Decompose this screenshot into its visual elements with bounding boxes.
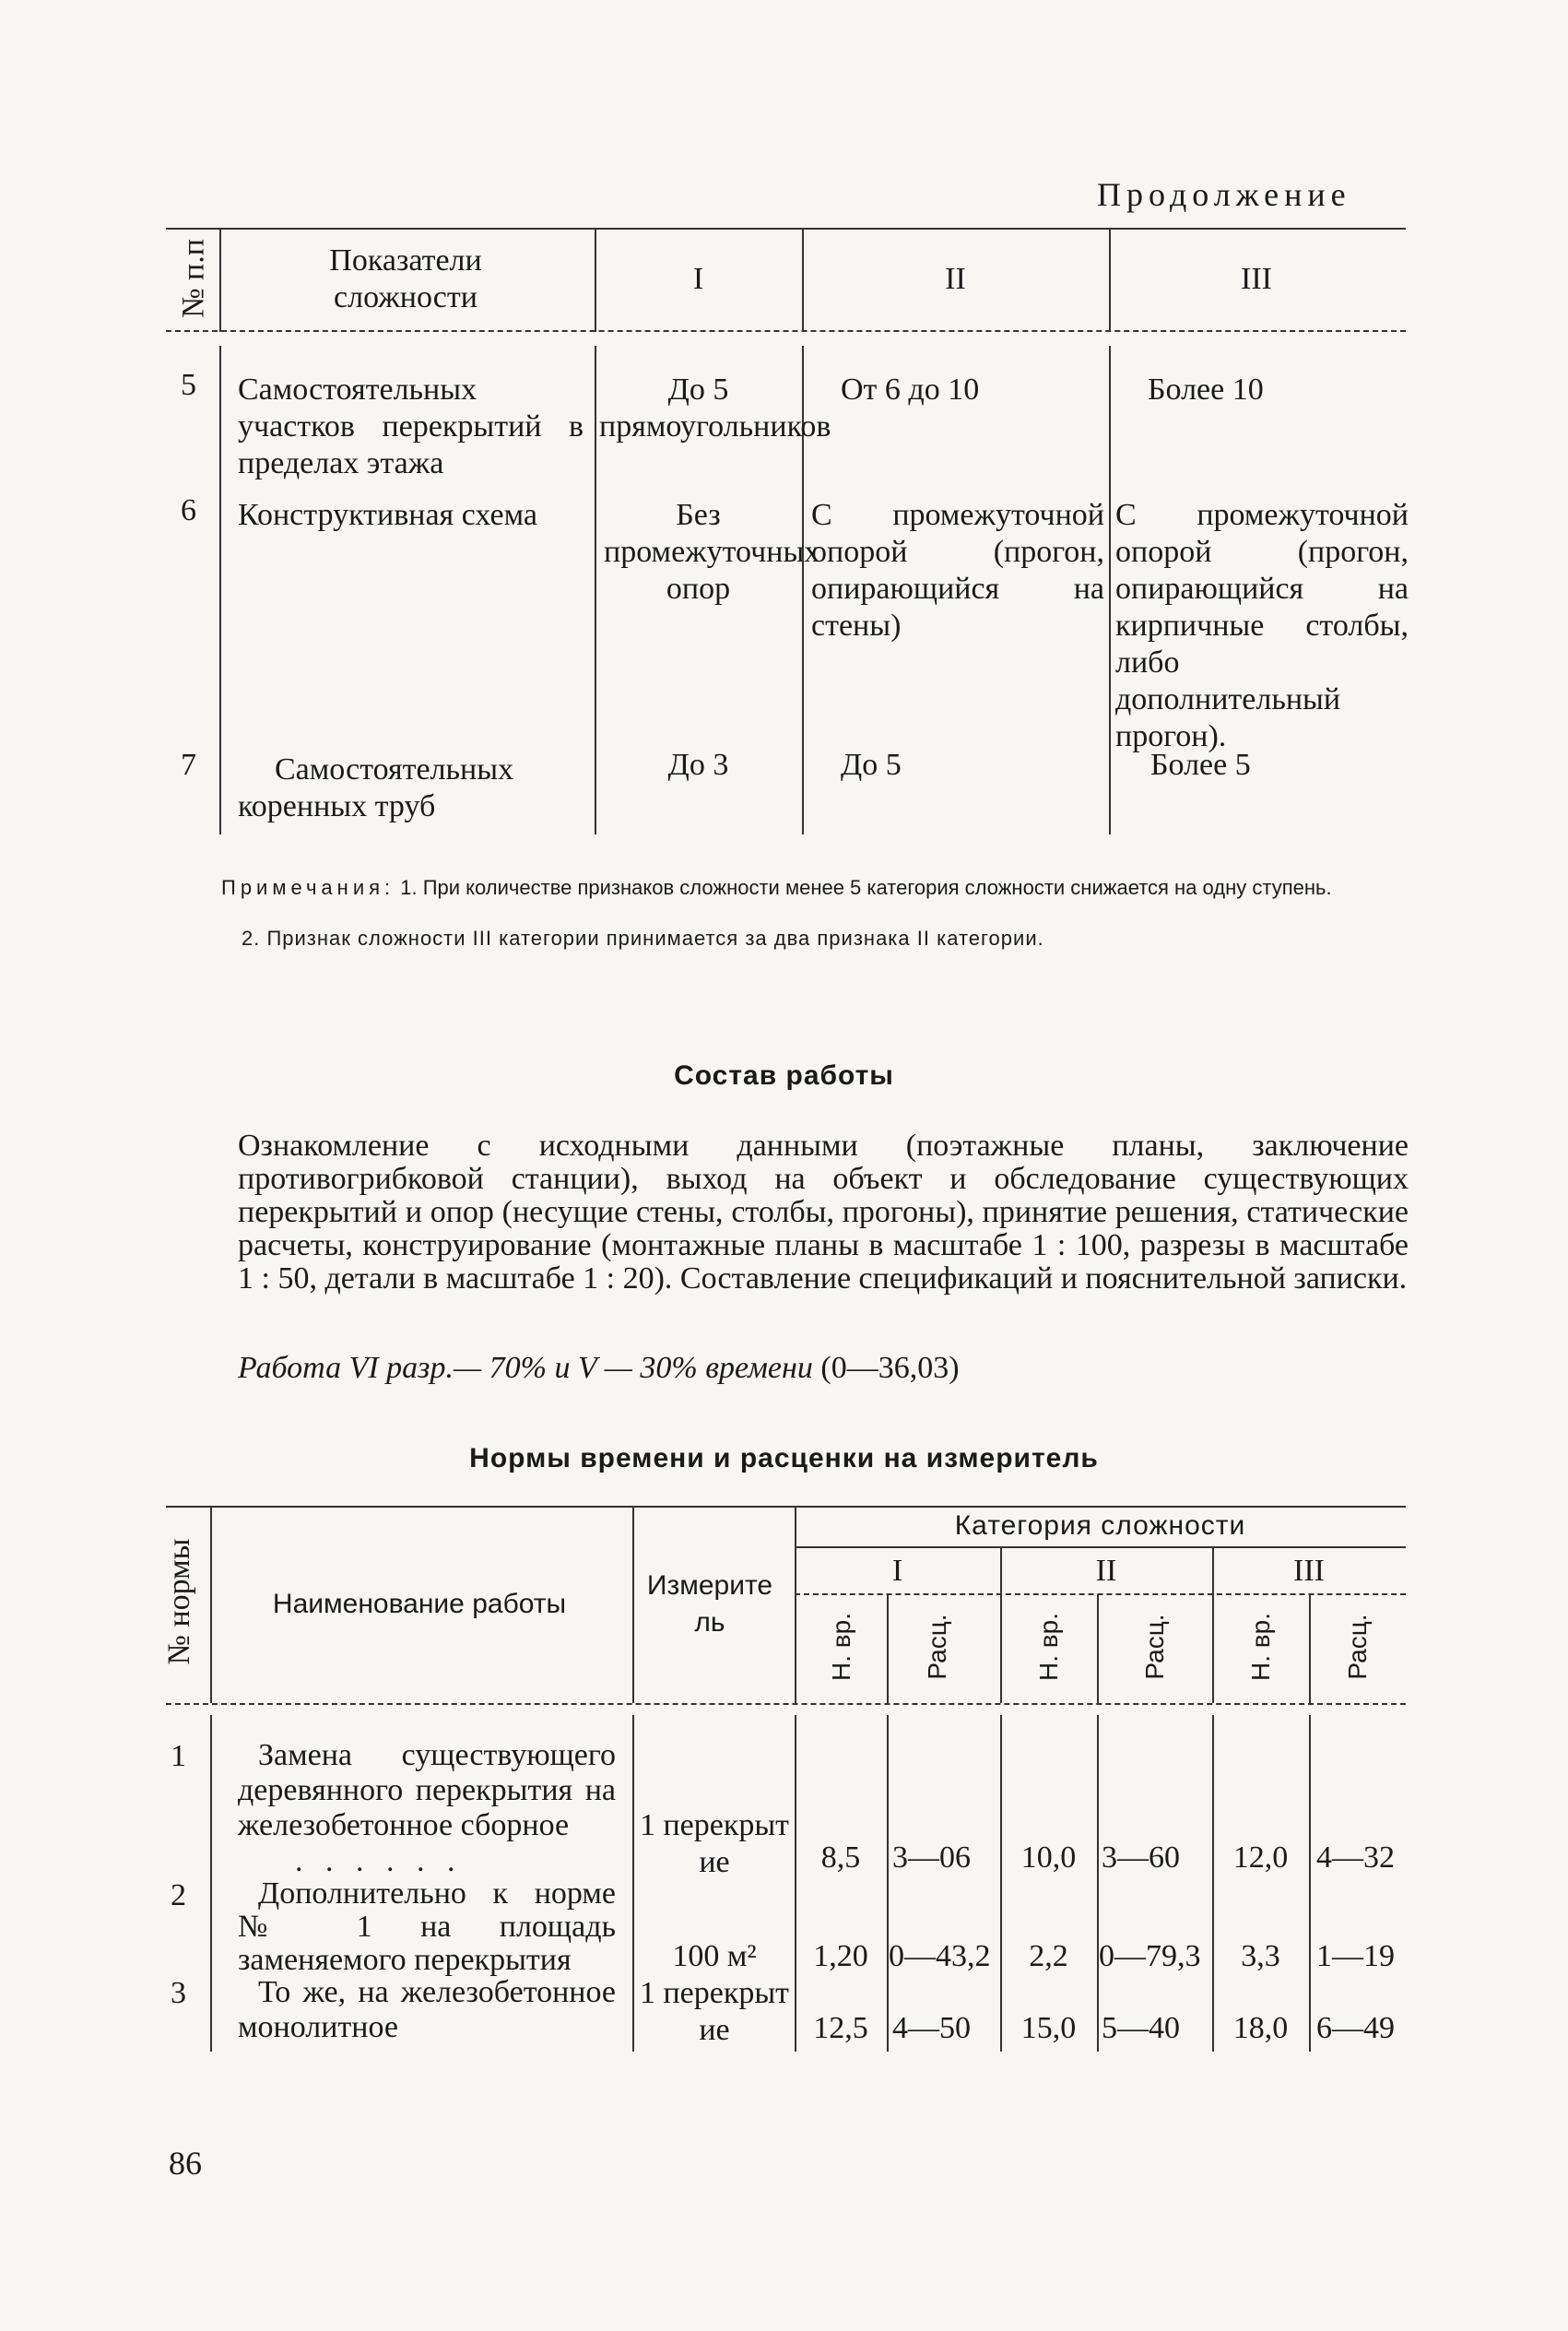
table2-header-num: № нормы <box>162 1538 196 1665</box>
table2-row-ii-rasc: 5—40 <box>1102 2011 1180 2045</box>
table2-header-cat-ii: II <box>1095 1554 1117 1588</box>
work-ratio-code: (0—36,03) <box>820 1351 960 1385</box>
table2-row-iii-rasc: 4—32 <box>1316 1840 1395 1875</box>
table2-row-name-leaders: . . . . . . <box>295 1844 463 1878</box>
table1-row-indicator: Самостоятельных участков перекрытий в пределах этажа <box>238 373 584 480</box>
table2-col-divider <box>210 1507 212 1703</box>
table2-row-num: 3 <box>171 1976 186 2010</box>
table2-row-ii-rasc: 3—60 <box>1102 1840 1180 1875</box>
body-paragraph: Ознакомление с исходными данными (поэтажные планы, заключение противогрибковой станции), выход на объект и обследование существующих перекрытий и опор (несущие стены, столбы, прогоны), принятие решения, статические расчеты, конструирование (монтажные планы в масштабе 1 : 100, разрезы в масштабе 1 : 50, детали в масштабе 1 : 20). Составление спецификаций и пояснительной записки. <box>238 1129 1409 1296</box>
table2-row-i-nvr: 8,5 <box>820 1840 861 1875</box>
table1-col-divider <box>219 346 221 834</box>
table2-col-divider <box>1309 1715 1311 2052</box>
table2-header-meter: Измеритель <box>646 1570 773 1638</box>
table2-header-category: Категория сложности <box>954 1510 1246 1541</box>
table2-row-ii-nvr: 2,2 <box>1029 1939 1068 1973</box>
table2-row-i-rasc: 0—43,2 <box>889 1939 991 1973</box>
section-title: Состав работы <box>674 1060 894 1091</box>
table2-row-i-rasc: 3—06 <box>892 1840 971 1875</box>
table1-row-cat-i: До 3 <box>667 748 729 782</box>
table2-sub-rasc: Расц. <box>923 1614 951 1680</box>
table1-col-divider <box>1109 346 1111 834</box>
table1-row-indicator: Конструктивная схема <box>238 498 537 532</box>
table1-row-cat-ii: До 5 <box>841 748 902 782</box>
table1-row-num: 6 <box>181 493 196 527</box>
table2-col-divider <box>210 1715 212 2052</box>
table1-header-ii: II <box>945 262 966 296</box>
table2-row-name: Замена существующего деревянного перекрытия на железобетонное сборное <box>238 1738 616 1842</box>
continuation-label: Продолжение <box>1097 176 1351 213</box>
table2-row-i-rasc: 4—50 <box>892 2011 971 2045</box>
table2-row-iii-nvr: 3,3 <box>1241 1939 1280 1973</box>
table1-header-indicators: Показатели сложности <box>329 243 482 314</box>
table2-category-rule <box>795 1546 1406 1548</box>
table2-sub-nvr: Н. вр. <box>1246 1613 1275 1682</box>
table2-col-divider <box>1097 1715 1099 2052</box>
table2-header-cat-i: I <box>891 1554 903 1588</box>
table1-row-cat-ii: От 6 до 10 <box>841 373 980 407</box>
table2-header-rule <box>166 1703 1406 1705</box>
table2-col-divider <box>1097 1594 1099 1703</box>
table2-row-iii-nvr: 12,0 <box>1232 1840 1289 1875</box>
table2-col-divider <box>632 1715 634 2052</box>
table2-row-meter: 1 перекрытие <box>639 1976 790 2047</box>
table2-header-name: Наименование работы <box>272 1589 567 1619</box>
table2-row-num: 1 <box>171 1739 186 1773</box>
table2-row-iii-rasc: 6—49 <box>1316 2011 1395 2045</box>
table2-col-divider <box>795 1715 796 2052</box>
table2-col-divider <box>632 1507 634 1703</box>
table2-title: Нормы времени и расценки на измеритель <box>469 1443 1099 1473</box>
table1-row-num: 7 <box>181 748 196 782</box>
table1-row-cat-iii: Более 5 <box>1150 748 1251 782</box>
table2-row-ii-nvr: 15,0 <box>1020 2011 1077 2045</box>
table2-row-ii-rasc: 0—79,3 <box>1099 1939 1201 1973</box>
table2-sub-nvr: Н. вр. <box>827 1613 855 1682</box>
table1-row-cat-ii: С промежуточной опорой (прогон, опирающийся на стены) <box>811 498 1104 643</box>
table2-col-divider <box>1000 1715 1002 2052</box>
table1-col-divider <box>219 229 221 332</box>
table2-row-name: Дополнительно к норме № 1 на площадь заменяемого перекрытия <box>238 1876 616 1977</box>
table1-header-iii: III <box>1241 262 1272 296</box>
note-1: 1. При количестве признаков сложности менее 5 категория сложности снижается на одну ступень. <box>400 876 1332 899</box>
table2-row-i-nvr: 1,20 <box>813 1939 868 1973</box>
notes-label: Примечания: <box>221 876 395 899</box>
table2-sub-rasc: Расц. <box>1140 1614 1169 1680</box>
table1-top-rule <box>166 228 1406 230</box>
table2-col-divider <box>1212 1715 1214 2052</box>
table1-row-indicator: Самостоятельных коренных труб <box>238 752 514 823</box>
table2-row-num: 2 <box>171 1878 186 1912</box>
table2-row-iii-rasc: 1—19 <box>1316 1939 1395 1973</box>
table2-sub-rasc: Расц. <box>1343 1614 1372 1680</box>
table2-col-divider <box>887 1715 889 2052</box>
table2-row-iii-nvr: 18,0 <box>1232 2011 1289 2045</box>
table2-row-name: То же, на железобетонное монолитное <box>238 1975 616 2044</box>
table2-row-i-nvr: 12,5 <box>813 2011 868 2045</box>
table2-row-meter: 1 перекрытие <box>639 1808 790 1879</box>
note-2: 2. Признак сложности III категории принимается за два признака II категории. <box>242 927 1044 950</box>
table1-row-cat-iii: С промежуточной опорой (прогон, опирающийся на кирпичные столбы, либо дополнительный прогон). <box>1115 498 1409 753</box>
table2-row-meter: 100 м² <box>672 1939 757 1973</box>
table1-row-cat-i: Без промежуточных опор <box>604 498 820 606</box>
table2-header-cat-iii: III <box>1293 1554 1325 1588</box>
table1-row-cat-i: До 5 прямоугольников <box>599 373 831 444</box>
table1-header-i: I <box>692 262 704 296</box>
notes-block <box>221 876 1406 900</box>
table1-header-rule <box>166 330 1406 332</box>
work-ratio-line <box>238 1351 960 1386</box>
table1-row-cat-iii: Более 10 <box>1148 373 1264 407</box>
work-ratio-text: Работа VI разр.— 70% и V — 30% времени <box>238 1351 813 1385</box>
table1-row-num: 5 <box>181 368 196 402</box>
table1-header-num: № п.п <box>176 239 211 318</box>
table2-col-divider <box>887 1594 889 1703</box>
page-number: 86 <box>169 2145 202 2182</box>
table2-col-divider <box>1309 1594 1311 1703</box>
table2-row-ii-nvr: 10,0 <box>1020 1840 1077 1875</box>
table2-sub-nvr: Н. вр. <box>1034 1613 1063 1682</box>
